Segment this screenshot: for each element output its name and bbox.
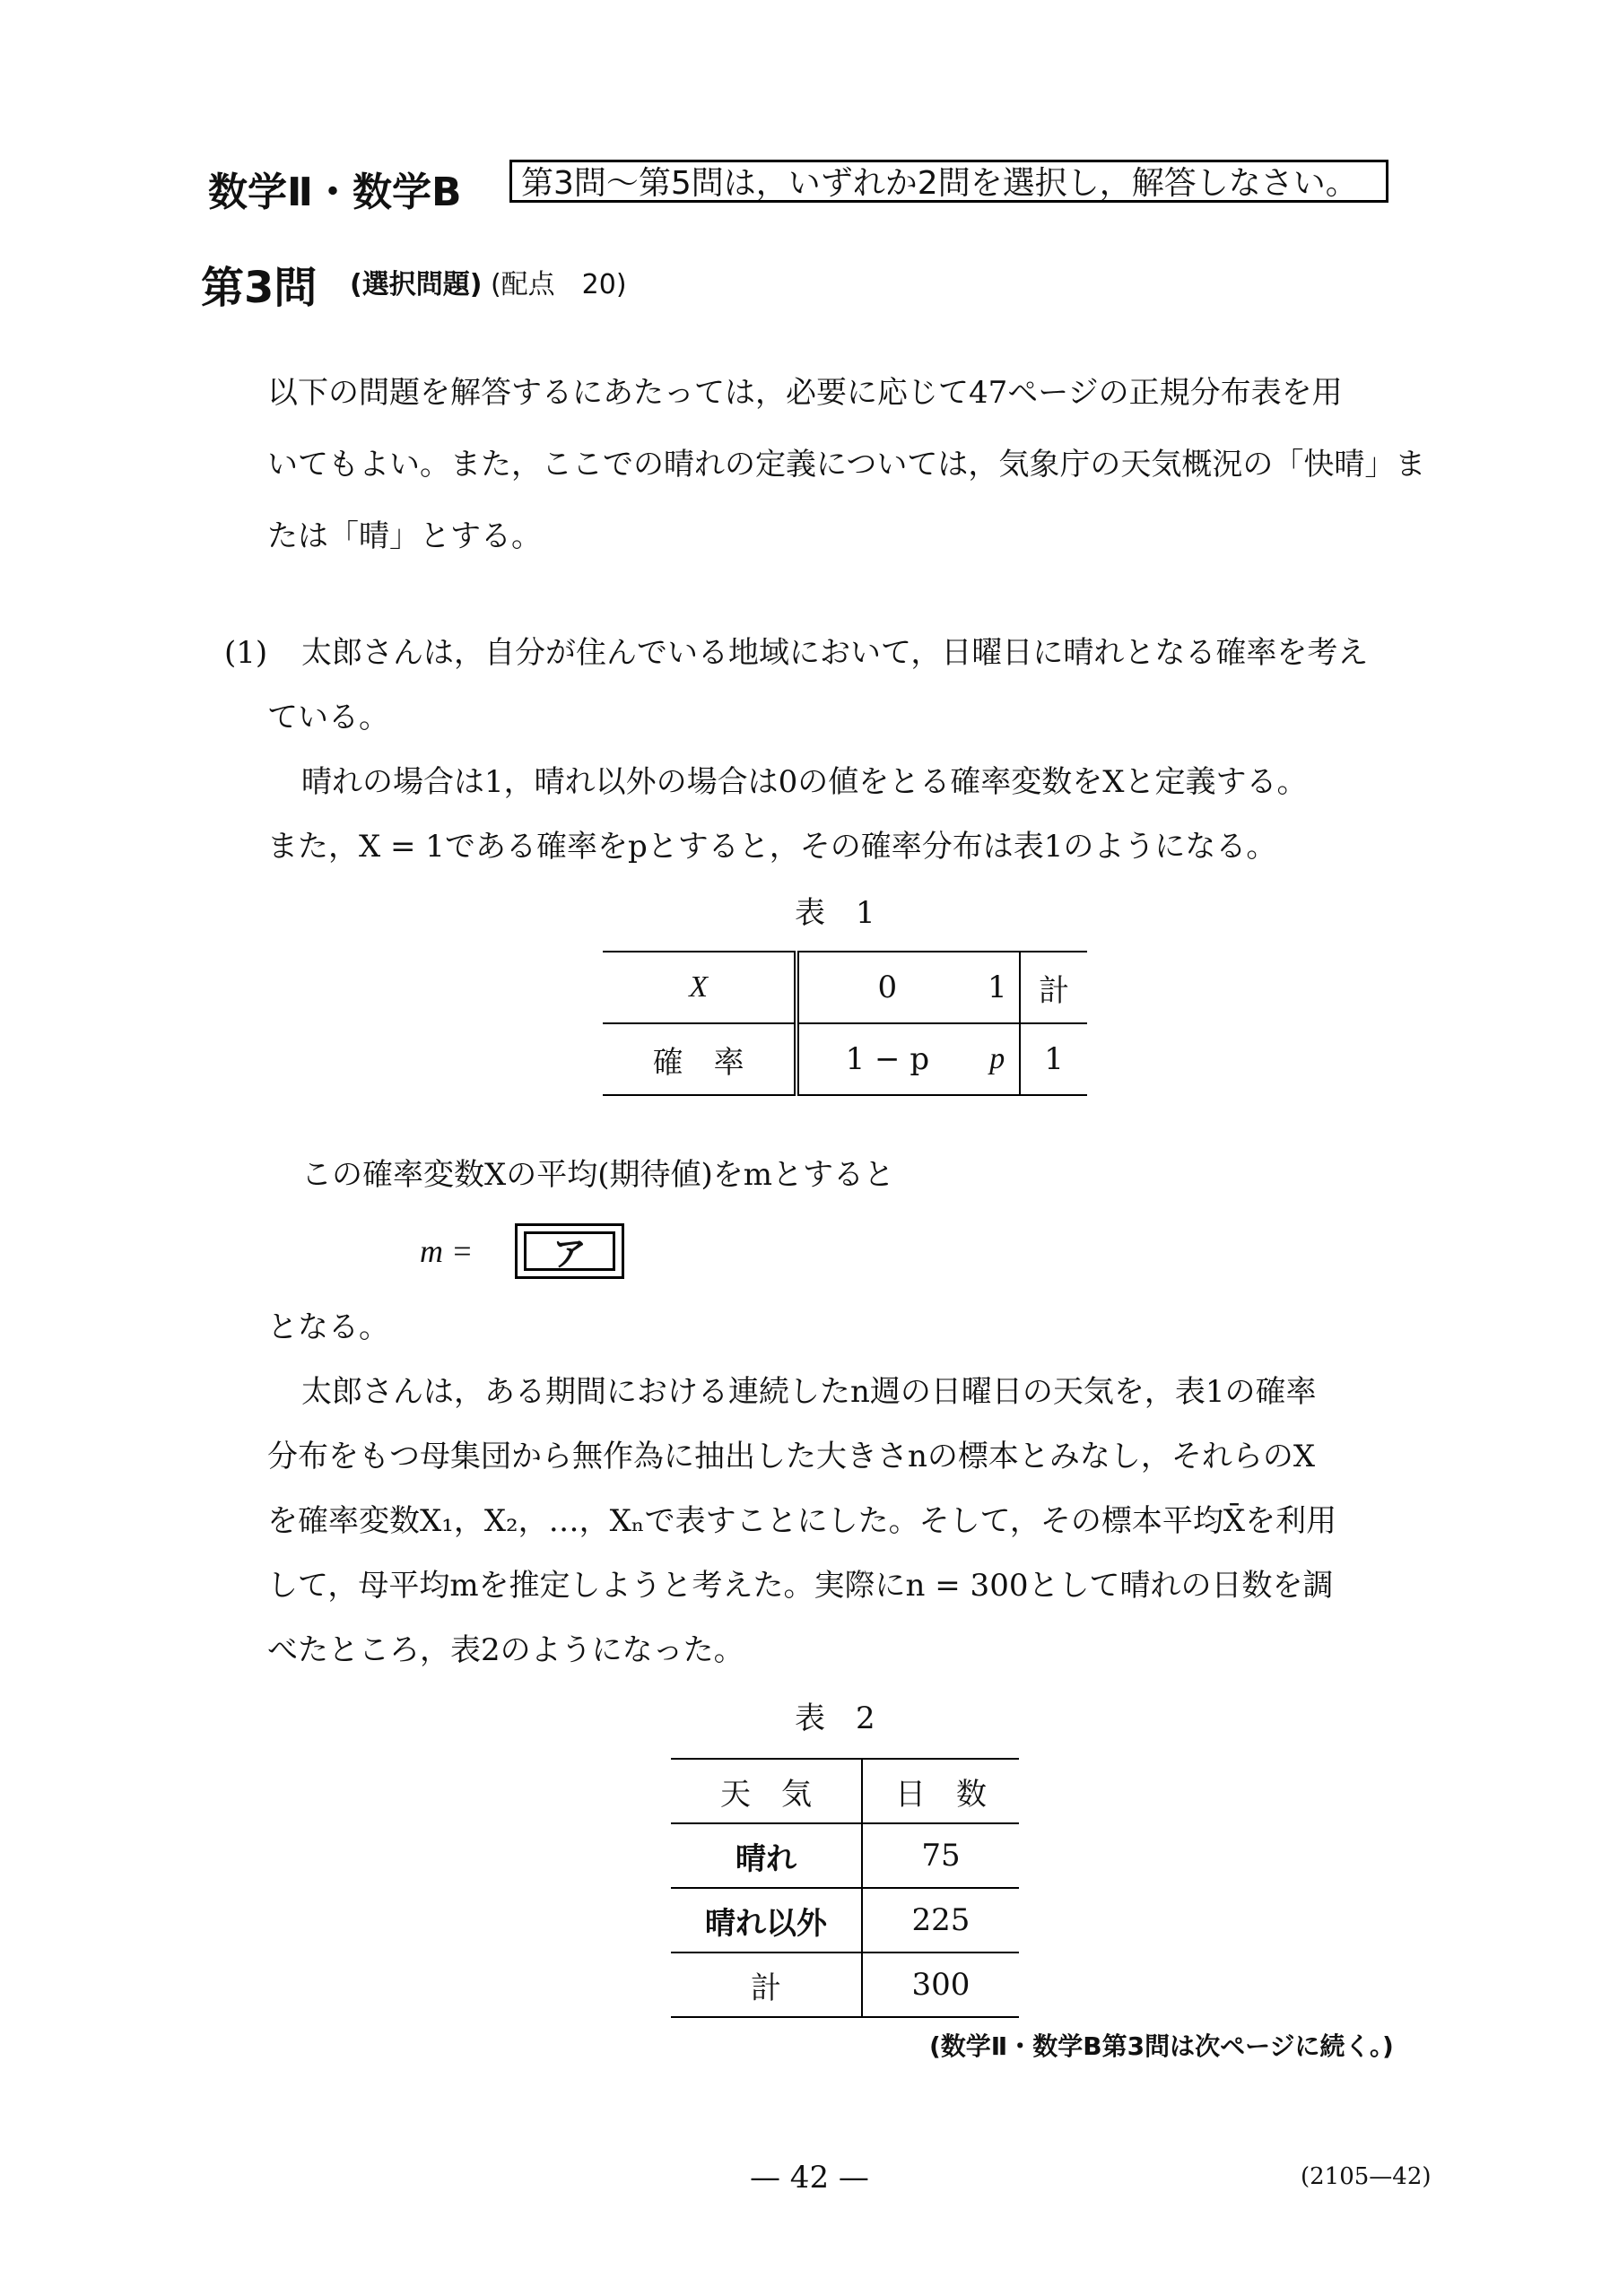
page-code: (2105—42) [1301, 2163, 1432, 2190]
table1-cell-p: p [975, 1023, 1020, 1095]
table2-row-sunny-value: 75 [862, 1823, 1019, 1888]
question-type: (選択問題) [350, 269, 483, 300]
continue-note: (数学Ⅱ・数学B第3問は次ページに続く。) [929, 2031, 1394, 2061]
intro-line-1: 以下の問題を解答するにあたっては，必要に応じて47ページの正規分布表を用 [267, 375, 1343, 411]
part1-line-2: ている。 [267, 700, 389, 735]
part1b-line-4: して，母平均mを推定しようと考えた。実際にn = 300として晴れの日数を調 [267, 1568, 1334, 1604]
part1-line-4: また，X = 1である確率をpとすると，その確率分布は表1のようになる。 [267, 829, 1277, 865]
question-meta [350, 262, 627, 301]
table2-row-total-value: 300 [862, 1952, 1019, 2017]
part1b-line-5: べたところ，表2のようになった。 [267, 1632, 744, 1668]
part1-line-1: 太郎さんは，自分が住んでいる地域において，日曜日に晴れとなる確率を考え [301, 635, 1369, 671]
instruction-box: 第3問～第5問は，いずれか2問を選択し，解答しなさい。 [509, 160, 1388, 203]
part1-label: (1) [224, 635, 268, 671]
table1-header-x: X [603, 952, 796, 1023]
table1-caption: 表 1 [795, 895, 875, 931]
table1-cell-total: 1 [1020, 1023, 1087, 1095]
answer-label-a: ア [524, 1231, 615, 1271]
question-title: 第3問 [201, 263, 318, 313]
intro-line-2: いてもよい。また，ここでの晴れの定義については，気象庁の天気概況の「快晴」ま [267, 447, 1426, 483]
mean-equation: m = [420, 1233, 474, 1269]
table2-header-days: 日 数 [862, 1759, 1019, 1823]
part1b-line-2: 分布をもつ母集団から無作為に抽出した大きさnの標本とみなし，それらのX [267, 1439, 1316, 1474]
table2-header-weather: 天 気 [671, 1759, 862, 1823]
table2 [671, 1758, 1019, 2018]
table2-row-not-sunny-label: 晴れ以外 [671, 1888, 862, 1952]
table2-caption: 表 2 [795, 1700, 875, 1736]
table1-row-label: 確 率 [603, 1023, 796, 1095]
answer-box-a [515, 1223, 624, 1279]
table1-header-total: 計 [1020, 952, 1087, 1023]
intro-line-3: たは「晴」とする。 [267, 518, 542, 554]
part1b-line-3: を確率変数X₁，X₂，…，Xₙで表すことにした。そして，その標本平均X̄を利用 [267, 1503, 1337, 1539]
subject-title: 数学Ⅱ・数学B [208, 170, 462, 215]
table2-row-sunny-label: 晴れ [671, 1823, 862, 1888]
page-number: — 42 — [750, 2160, 869, 2196]
table2-row-not-sunny-value: 225 [862, 1888, 1019, 1952]
question-points: (配点 20) [490, 269, 627, 300]
part1-line-3: 晴れの場合は1，晴れ以外の場合は0の値をとる確率変数をXと定義する。 [301, 764, 1308, 800]
part1b-line-1: 太郎さんは，ある期間における連続したn週の日曜日の天気を，表1の確率 [301, 1374, 1317, 1410]
table1-cell-1-p: 1 − p [796, 1023, 975, 1095]
table1 [603, 951, 1087, 1096]
mean-line-2: となる。 [267, 1309, 389, 1345]
table1-header-1: 1 [975, 952, 1020, 1023]
mean-line-1: この確率変数Xの平均(期待値)をmとすると [301, 1157, 894, 1193]
table2-row-total-label: 計 [671, 1952, 862, 2017]
table1-header-0: 0 [796, 952, 975, 1023]
